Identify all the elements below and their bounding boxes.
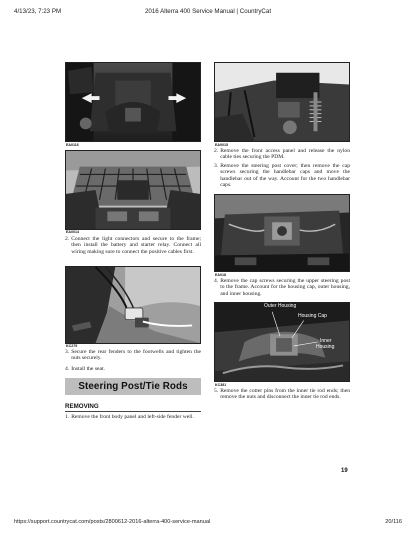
instruction-step: 5. Remove the cotter pins from the inner tie rod ends; then remove the nuts and disconnect the inner tie rod ends. — [214, 388, 350, 401]
photo-rear-frame — [65, 62, 201, 142]
figure-code: EA0014 — [66, 230, 79, 234]
print-page-counter: 20/116 — [385, 519, 402, 525]
instruction-step: 4. Remove the cap screws securing the upper steering post to the frame. Account for the housing cap, outer housing, and inner housing. — [214, 278, 350, 297]
photo-steering-post — [214, 194, 350, 272]
figure-code: KC381 — [215, 383, 227, 387]
figure-code: KC279 — [66, 344, 78, 348]
instruction-step: 3. Secure the rear fenders to the footwells and tighten the nuts securely. — [65, 349, 201, 362]
callout-outer-housing: Outer Housing — [264, 303, 297, 309]
photo-connector — [65, 266, 201, 344]
print-page-title: 2016 Alterra 400 Service Manual | CountryCat — [144, 8, 272, 15]
print-datetime: 4/13/23, 7:23 PM — [14, 8, 62, 15]
instruction-step: 3. Remove the steering post cover; then remove the cap screws securing the handlebar caps and move the handlebar out of the way. Account for the two handlebar caps. — [214, 163, 350, 188]
subheading-rule — [65, 411, 201, 412]
instruction-step: 4. Install the seat. — [65, 366, 105, 372]
photo-front-suspension — [214, 62, 350, 142]
callout-inner-housing-line2: Housing — [316, 344, 335, 350]
photo-rear-rack — [65, 150, 201, 230]
print-url: https://support.countrycat.com/posts/2800612-2016-alterra-400-service-manual — [14, 519, 211, 525]
instruction-step: 2. Remove the front access panel and release the nylon cable ties securing the PDM. — [214, 148, 350, 161]
section-title-banner — [65, 378, 201, 395]
callout-housing-cap: Housing Cap — [298, 313, 327, 319]
instruction-step: 2. Connect the light connectors and secure to the frame; then install the battery and starter relay. Connect all wiring making sure to connect the positive cables first. — [65, 236, 201, 255]
page-number: 19 — [341, 468, 348, 474]
instruction-step: 1. Remove the front body panel and left-side fender well. — [65, 414, 194, 420]
figure-code: EA0015 — [215, 143, 228, 147]
figure-code: EA0116 — [66, 143, 79, 147]
section-title: Steering Post/Tie Rods — [78, 381, 188, 392]
callout-inner-housing-line1: Inner — [320, 338, 332, 344]
figure-code: EA018 — [215, 273, 226, 277]
subheading-removing: REMOVING — [65, 403, 99, 410]
